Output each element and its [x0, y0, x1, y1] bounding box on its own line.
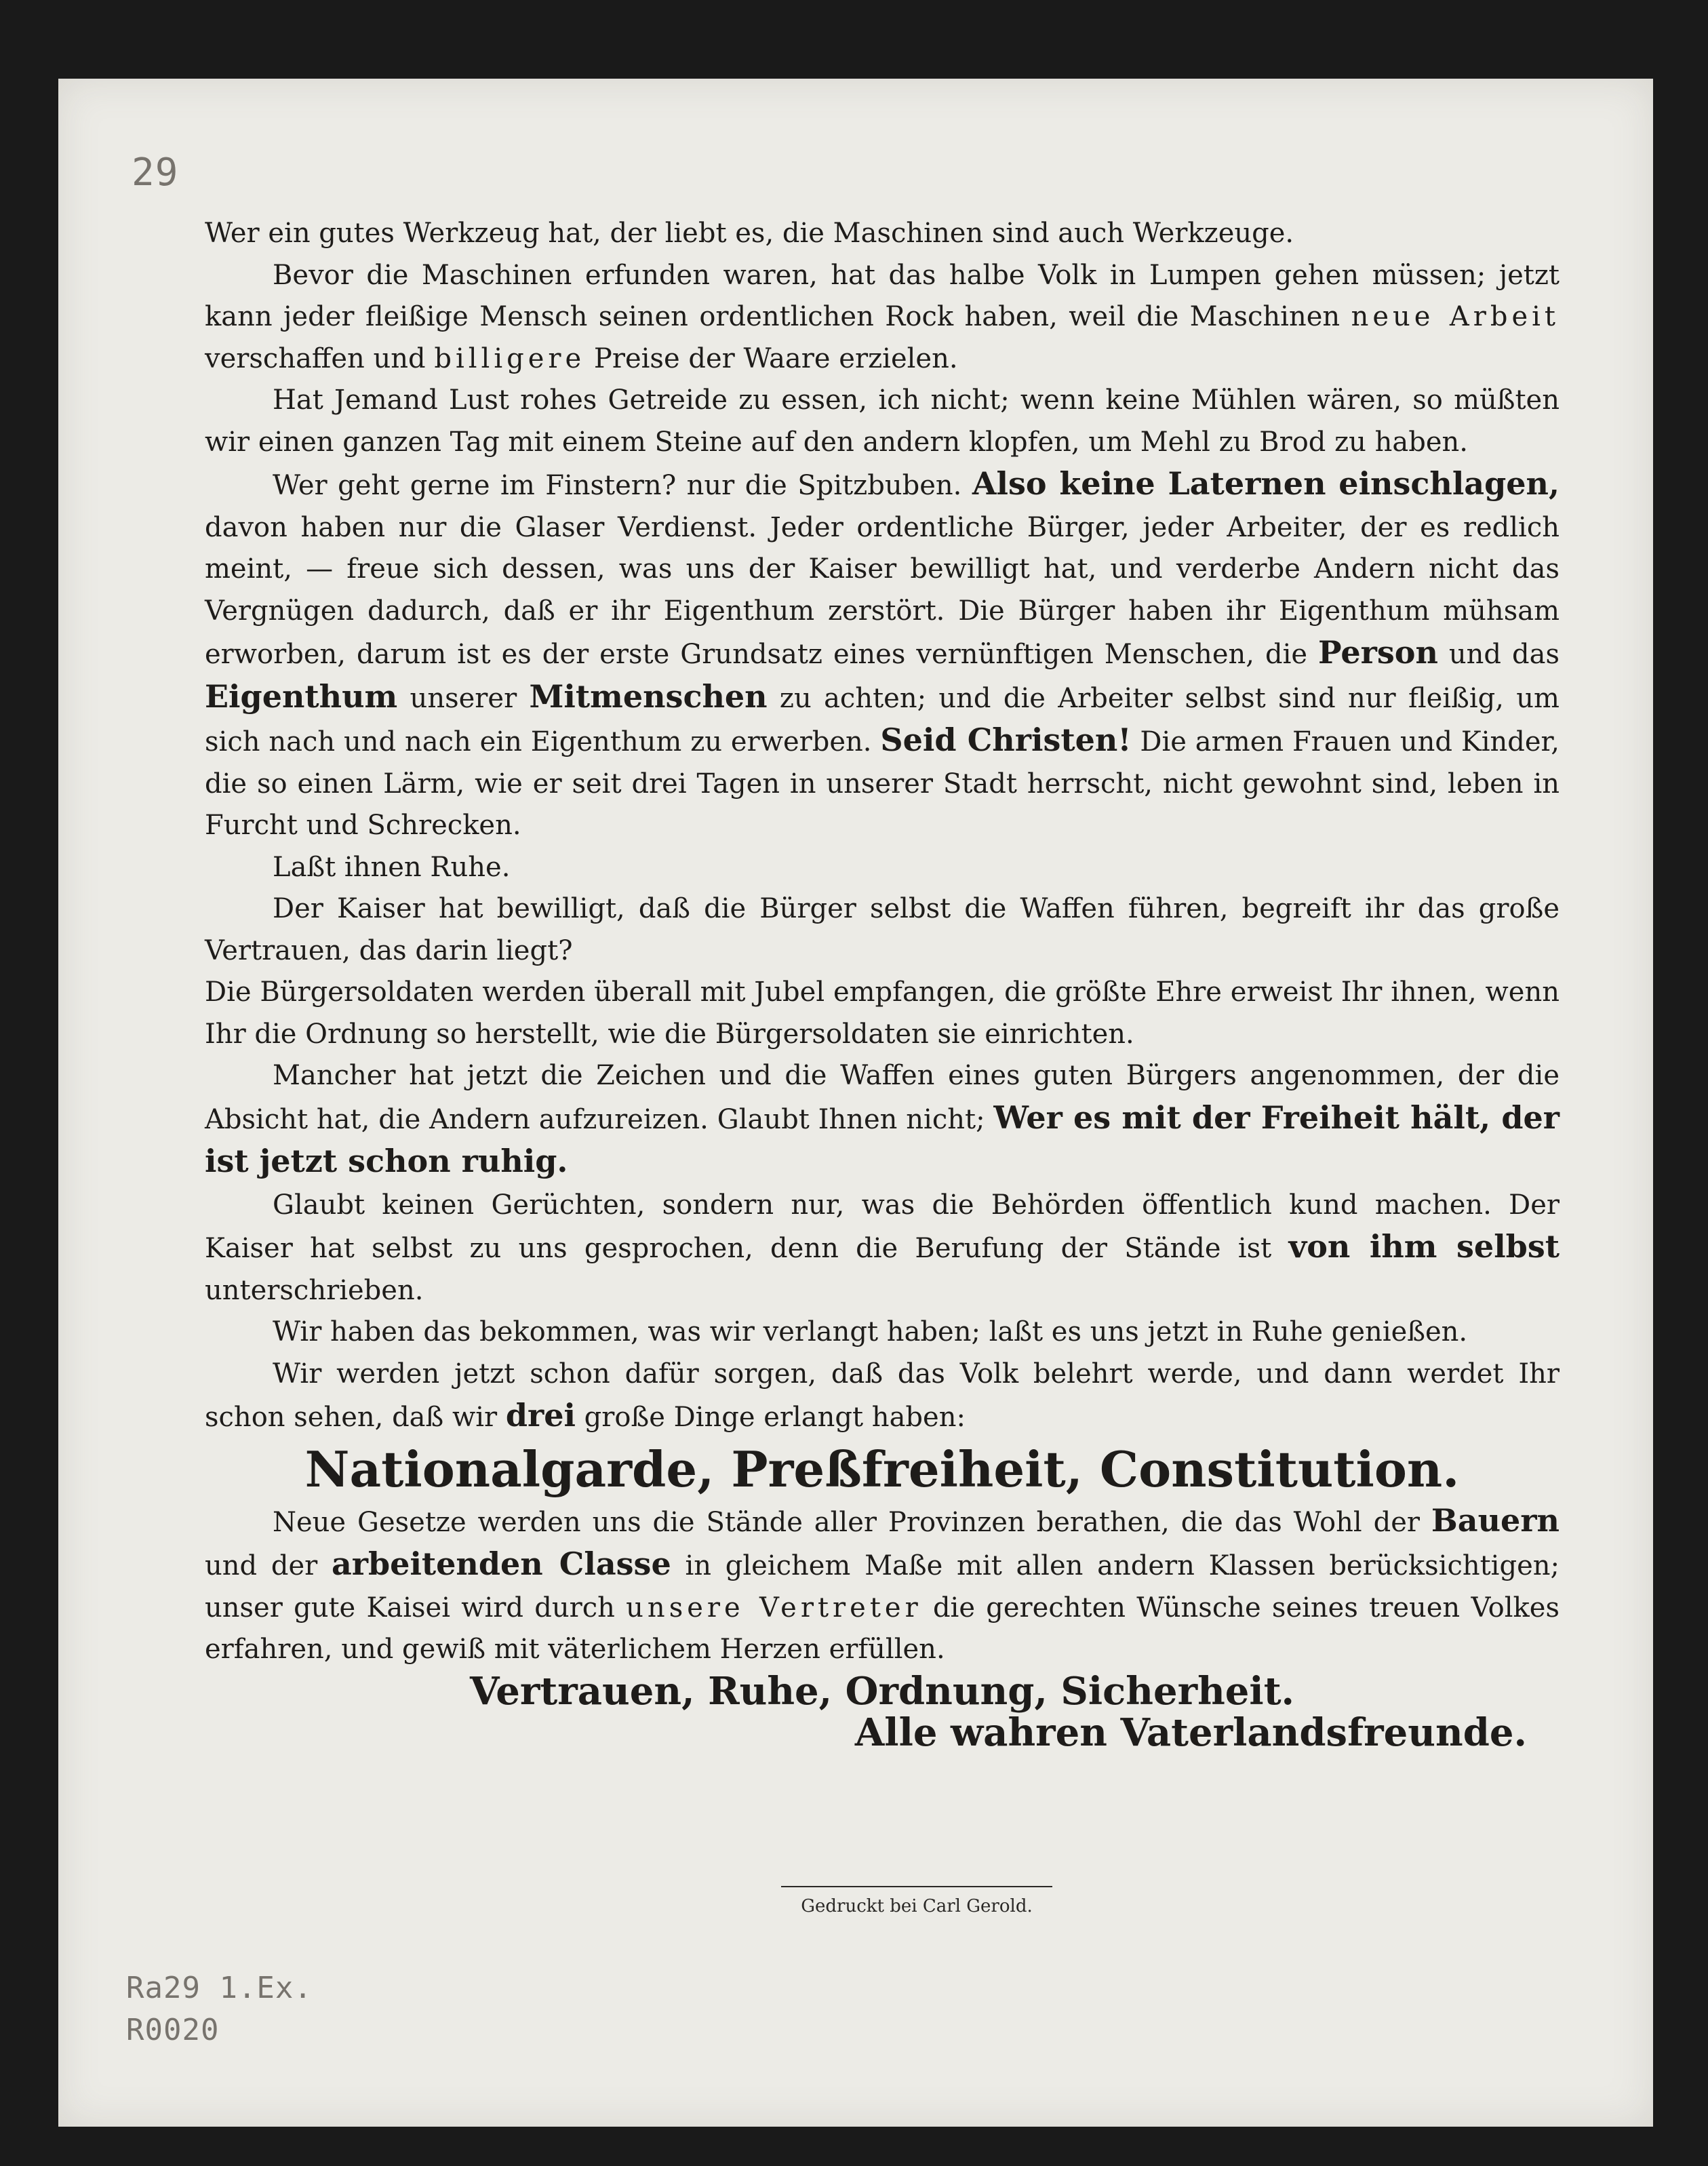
spaced-emphasis: billigere	[434, 342, 586, 374]
paragraph-1: Wer ein gutes Werkzeug hat, der liebt es, die Maschinen sind auch Werkzeuge.	[205, 218, 1294, 249]
paragraph-7: Die Bürgersoldaten werden überall mit Jubel empfangen, die größte Ehre erweist Ihr ihnen, wenn Ihr die Ordnung so herstellt, wie die Bürgersoldaten sie einrichten.	[205, 977, 1560, 1050]
pencil-archive-number: R0020	[126, 2013, 220, 2047]
paragraph-6: Der Kaiser hat bewilligt, daß die Bürger selbst die Waffen führen, begreift ihr das große Vertrauen, das darin liegt?	[205, 893, 1560, 966]
paragraph-12: Neue Gesetze werden uns die Stände aller Provinzen berathen, die das Wohl der Bauern und der arbeitenden Classe in gleichem Maße mit allen andern Klassen berücksichtigen; unser gute Kaisei wird durch unsere Vertreter die gerechten Wünsche seines treuen Volkes erfahren, und gewiß mit väterlichem Herzen erfüllen.	[205, 1501, 1560, 1665]
paragraph-3: Hat Jemand Lust rohes Getreide zu essen, ich nicht; wenn keine Mühlen wären, so müßten wir einen ganzen Tag mit einem Steine auf den andern klopfen, um Mehl zu Brod zu haben.	[205, 385, 1560, 458]
bold-emphasis: Seid Christen!	[880, 722, 1132, 758]
spaced-emphasis: unsere Vertreter	[626, 1592, 922, 1623]
bold-emphasis: Also keine Laternen einschlagen,	[972, 465, 1560, 502]
pencil-page-number: 29	[132, 151, 179, 195]
bold-emphasis: Wer es mit der Freiheit hält, der ist jetzt schon ruhig.	[205, 1099, 1560, 1179]
spaced-emphasis: neue Arbeit	[1351, 301, 1560, 332]
bold-emphasis: von ihm selbst	[1288, 1228, 1560, 1265]
paragraph-11: Wir werden jetzt schon dafür sorgen, daß das Volk belehrt werde, und dann werdet Ihr schon sehen, daß wir drei große Dinge erlangt haben:	[205, 1358, 1560, 1434]
bold-emphasis: Bauern	[1431, 1501, 1560, 1539]
paragraph-10: Wir haben das bekommen, was wir verlangt haben; laßt es uns jetzt in Ruhe genießen.	[273, 1316, 1468, 1347]
proclamation-body	[205, 213, 1560, 1754]
bold-emphasis: Eigenthum	[205, 677, 398, 715]
pencil-archive-mark: Ra29 1.Ex.	[126, 1971, 313, 2005]
imprint-divider	[781, 1886, 1052, 1887]
bold-emphasis: arbeitenden Classe	[331, 1545, 671, 1582]
printer-imprint: Gedruckt bei Carl Gerold.	[801, 1896, 1033, 1916]
bold-emphasis: Mitmenschen	[529, 677, 768, 715]
paragraph-2: Bevor die Maschinen erfunden waren, hat das halbe Volk in Lumpen gehen müssen; jetzt kann jeder fleißige Mensch seinen ordentlichen Rock haben, weil die Maschinen neue Arbeit verschaffen und billigere Preise der Waare erzielen.	[205, 259, 1560, 374]
slogan-heading: Nationalgarde, Preßfreiheit, Constitution.	[304, 1440, 1460, 1498]
bold-emphasis: Person	[1318, 634, 1438, 671]
paragraph-5: Laßt ihnen Ruhe.	[273, 851, 511, 883]
paragraph-9: Glaubt keinen Gerüchten, sondern nur, was die Behörden öffentlich kund machen. Der Kaiser hat selbst zu uns gesprochen, denn die Berufung der Stände ist von ihm selbst unterschrieben.	[205, 1189, 1560, 1306]
paragraph-4: Wer geht gerne im Finstern? nur die Spitzbuben. Also keine Laternen einschlagen, davon haben nur die Glaser Verdienst. Jeder ordentliche Bürger, jeder Arbeiter, der es redlich meint, — freue sich dessen, was uns der Kaiser bewilligt hat, und verderbe Andern nicht das Vergnügen dadurch, daß er ihr Eigenthum zerstört. Die Bürger haben ihr Eigenthum mühsam erworben, darum ist es der erste Grundsatz eines vernünftigen Menschen, die Person und das Eigenthum unserer Mitmenschen zu achten; und die Arbeiter selbst sind nur fleißig, um sich nach und nach ein Eigenthum zu erwerben. Seid Christen! Die armen Frauen und Kinder, die so einen Lärm, wie er seit drei Tagen in unserer Stadt herrscht, nicht gewohnt sind, leben in Furcht und Schrecken.	[205, 465, 1560, 841]
motto-line: Vertrauen, Ruhe, Ordnung, Sicherheit.	[469, 1668, 1295, 1714]
signature-line: Alle wahren Vaterlandsfreunde.	[854, 1710, 1527, 1755]
paragraph-8: Mancher hat jetzt die Zeichen und die Waffen eines guten Bürgers angenommen, der die Absicht hat, die Andern aufzureizen. Glaubt Ihnen nicht; Wer es mit der Freiheit hält, der ist jetzt schon ruhig.	[205, 1060, 1560, 1179]
document-sheet	[58, 79, 1653, 2127]
bold-emphasis: drei	[505, 1397, 576, 1434]
